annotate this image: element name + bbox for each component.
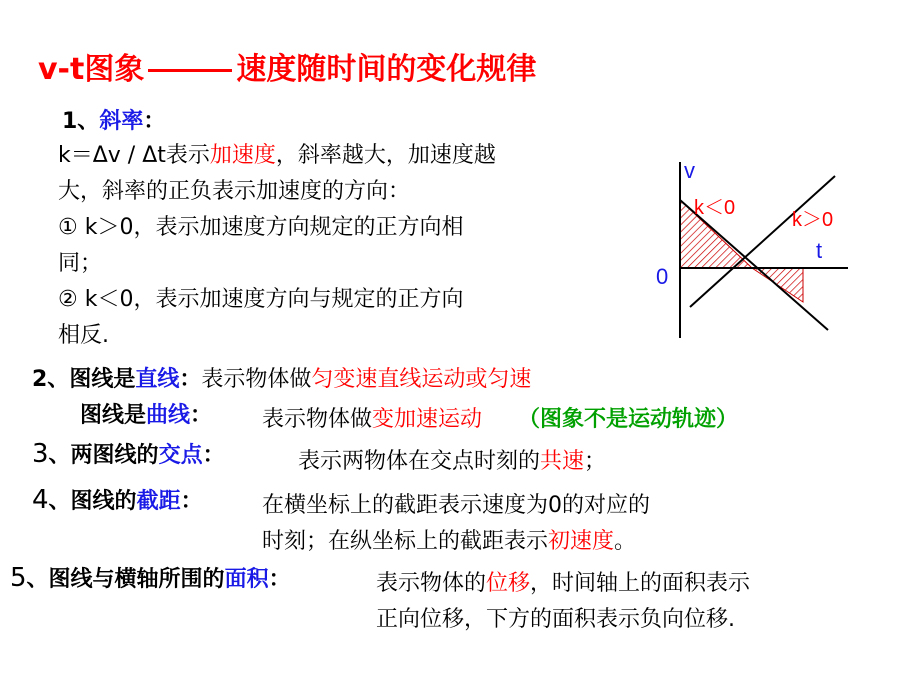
s3-desc-a: 表示两物体在交点时刻的 xyxy=(298,449,541,474)
s4-line2-a: 时刻；在纵坐标上的截距表示 xyxy=(262,529,549,554)
s4-line2-red: 初速度 xyxy=(548,529,615,554)
s1-line2: 大，斜率的正负表示加速度的方向： xyxy=(58,179,411,204)
s2-line2-heading xyxy=(80,398,212,429)
s1-line1-a: k＝Δv / Δt表示 xyxy=(58,143,210,168)
s1-num: 1、 xyxy=(62,109,100,134)
title-right: 速度随时间的变化规律 xyxy=(236,52,537,87)
s1-line1 xyxy=(58,138,496,169)
s5-key: 面积 xyxy=(224,567,269,592)
s2-key1: 直线 xyxy=(135,367,180,392)
s1-line1-b: ，斜率越大，加速度越 xyxy=(275,143,496,168)
origin-label: 0 xyxy=(656,264,669,289)
s5-line1-red: 位移 xyxy=(486,571,531,596)
s5-line1 xyxy=(376,566,750,597)
s3-pre: 、两图线的 xyxy=(48,443,159,468)
s2-colon2: ： xyxy=(190,403,213,428)
s3-num: 3 xyxy=(32,439,49,469)
s2-key2: 曲线 xyxy=(146,403,191,428)
s5-line1-b: ，时间轴上的面积表示 xyxy=(530,571,751,596)
s5-colon: ： xyxy=(268,567,291,592)
s1-key: 斜率 xyxy=(99,109,144,134)
s3-colon: ： xyxy=(202,443,225,468)
s1-line1-red: 加速度 xyxy=(209,143,276,168)
s2-num: 2、 xyxy=(32,367,70,392)
s1-line6: 相反. xyxy=(58,323,109,348)
s1-line4: 同； xyxy=(58,251,103,276)
s3-desc-b: ； xyxy=(584,449,607,474)
t-axis-label: t xyxy=(816,238,823,263)
s3-desc xyxy=(298,444,606,475)
s2-pre2: 图线是 xyxy=(80,403,147,428)
s4-colon: ： xyxy=(180,489,203,514)
s1-colon: ： xyxy=(143,109,166,134)
s3-heading xyxy=(32,438,225,469)
s5-heading xyxy=(10,562,291,593)
s4-line1: 在横坐标上的截距表示速度为0的对应的 xyxy=(262,493,650,518)
s1-heading xyxy=(62,104,165,135)
s3-key: 交点 xyxy=(158,443,203,468)
s5-line2: 正向位移，下方的面积表示负向位移. xyxy=(376,607,735,632)
title-dash xyxy=(148,69,232,72)
s4-key: 截距 xyxy=(136,489,181,514)
s2-desc2-red: 变加速运动 xyxy=(372,407,483,432)
v-axis-label: v xyxy=(684,158,695,183)
s2-desc1-red: 匀变速直线运动或匀速 xyxy=(311,367,532,392)
s4-line2-b: 。 xyxy=(614,529,637,554)
vt-graph xyxy=(650,150,880,340)
page-title xyxy=(38,44,536,88)
s4-pre: 、图线的 xyxy=(48,489,137,514)
s1-line3: ① k＞0，表示加速度方向规定的正方向相 xyxy=(58,215,464,240)
s4-num: 4 xyxy=(32,485,49,515)
title-left: v-t图象 xyxy=(38,52,145,87)
s2-desc1-a: 表示物体做 xyxy=(201,367,312,392)
k-positive-label: k＞0 xyxy=(792,209,834,231)
s2-colon1: ： xyxy=(179,367,202,392)
s5-num: 5 xyxy=(10,563,27,593)
s2-pre1: 图线是 xyxy=(69,367,136,392)
s4-heading xyxy=(32,484,203,515)
s2-line1 xyxy=(32,362,531,393)
s2-line2-desc xyxy=(262,402,738,433)
s5-pre: 、图线与横轴所围的 xyxy=(26,567,225,592)
s3-desc-red: 共速 xyxy=(540,449,585,474)
s5-line1-a: 表示物体的 xyxy=(376,571,487,596)
s1-line5: ② k＜0，表示加速度方向与规定的正方向 xyxy=(58,287,464,312)
s2-desc2-a: 表示物体做 xyxy=(262,407,373,432)
s2-note: （图象不是运动轨迹） xyxy=(518,407,739,432)
k-negative-label: k＜0 xyxy=(694,197,736,219)
s4-line2 xyxy=(262,524,636,555)
